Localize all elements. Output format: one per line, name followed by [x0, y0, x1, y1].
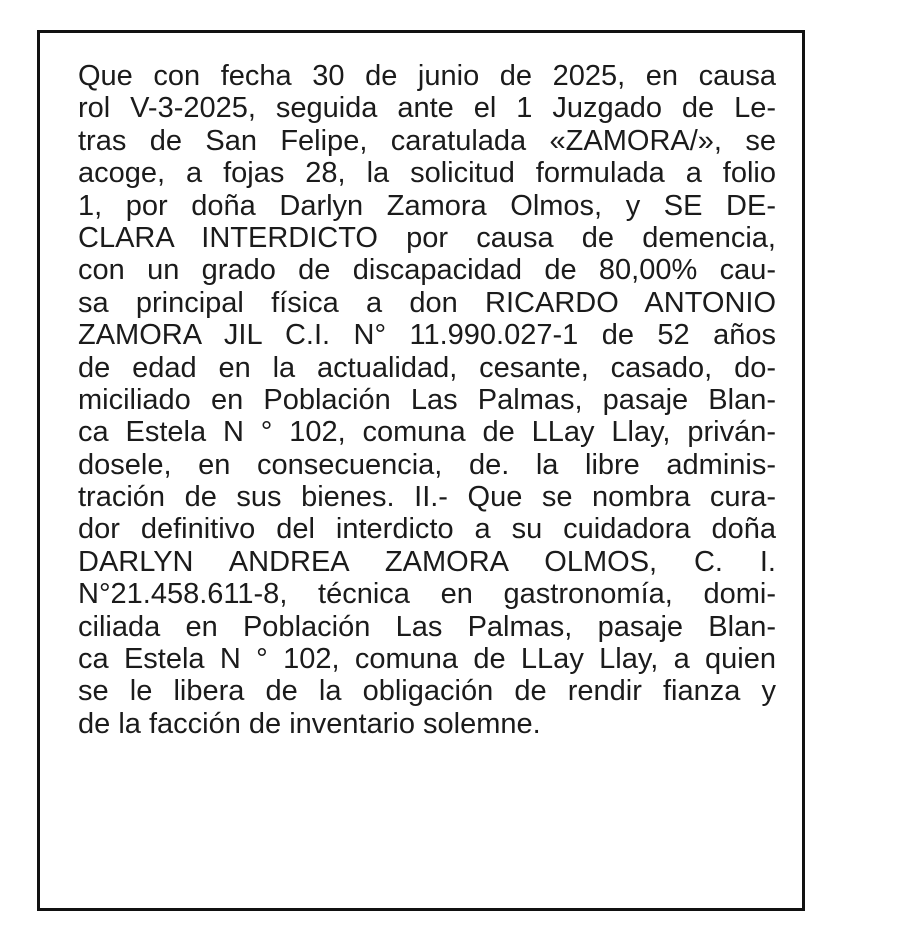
notice-line: tras de San Felipe, caratulada «ZAMORA/», se [78, 124, 776, 157]
notice-line: ca Estela N ° 102, comuna de LLay Llay, priván- [78, 416, 776, 449]
notice-line: rol V-3-2025, seguida ante el 1 Juzgado de Le- [78, 92, 776, 125]
notice-line: con un grado de discapacidad de 80,00% cau- [78, 254, 776, 287]
notice-line-last: de la facción de inventario solemne. [78, 707, 541, 740]
notice-line: N°21.458.611-8, técnica en gastronomía, domi- [78, 578, 776, 611]
notice-line: miciliado en Población Las Palmas, pasaje Blan- [78, 383, 776, 416]
notice-line: acoge, a fojas 28, la solicitud formulada a folio [78, 157, 776, 190]
notice-line: tración de sus bienes. II.- Que se nombra cura- [78, 481, 776, 514]
notice-line: DARLYN ANDREA ZAMORA OLMOS, C. I. [78, 545, 776, 578]
legal-notice-box [37, 30, 805, 911]
notice-line: se le libera de la obligación de rendir fianza y [78, 675, 776, 708]
notice-line: ca Estela N ° 102, comuna de LLay Llay, a quien [78, 643, 776, 676]
notice-line: 1, por doña Darlyn Zamora Olmos, y SE DE- [78, 189, 776, 222]
notice-line: ZAMORA JIL C.I. N° 11.990.027-1 de 52 años [78, 319, 776, 352]
notice-line: ciliada en Población Las Palmas, pasaje Blan- [78, 610, 776, 643]
notice-line: de edad en la actualidad, cesante, casado, do- [78, 351, 776, 384]
notice-text [78, 60, 776, 740]
notice-line: dosele, en consecuencia, de. la libre adminis- [78, 448, 776, 481]
notice-line: sa principal física a don RICARDO ANTONIO [78, 286, 776, 319]
notice-line: Que con fecha 30 de junio de 2025, en causa [78, 60, 776, 92]
notice-line: CLARA INTERDICTO por causa de demencia, [78, 221, 776, 254]
notice-line: dor definitivo del interdicto a su cuidadora doña [78, 513, 776, 546]
